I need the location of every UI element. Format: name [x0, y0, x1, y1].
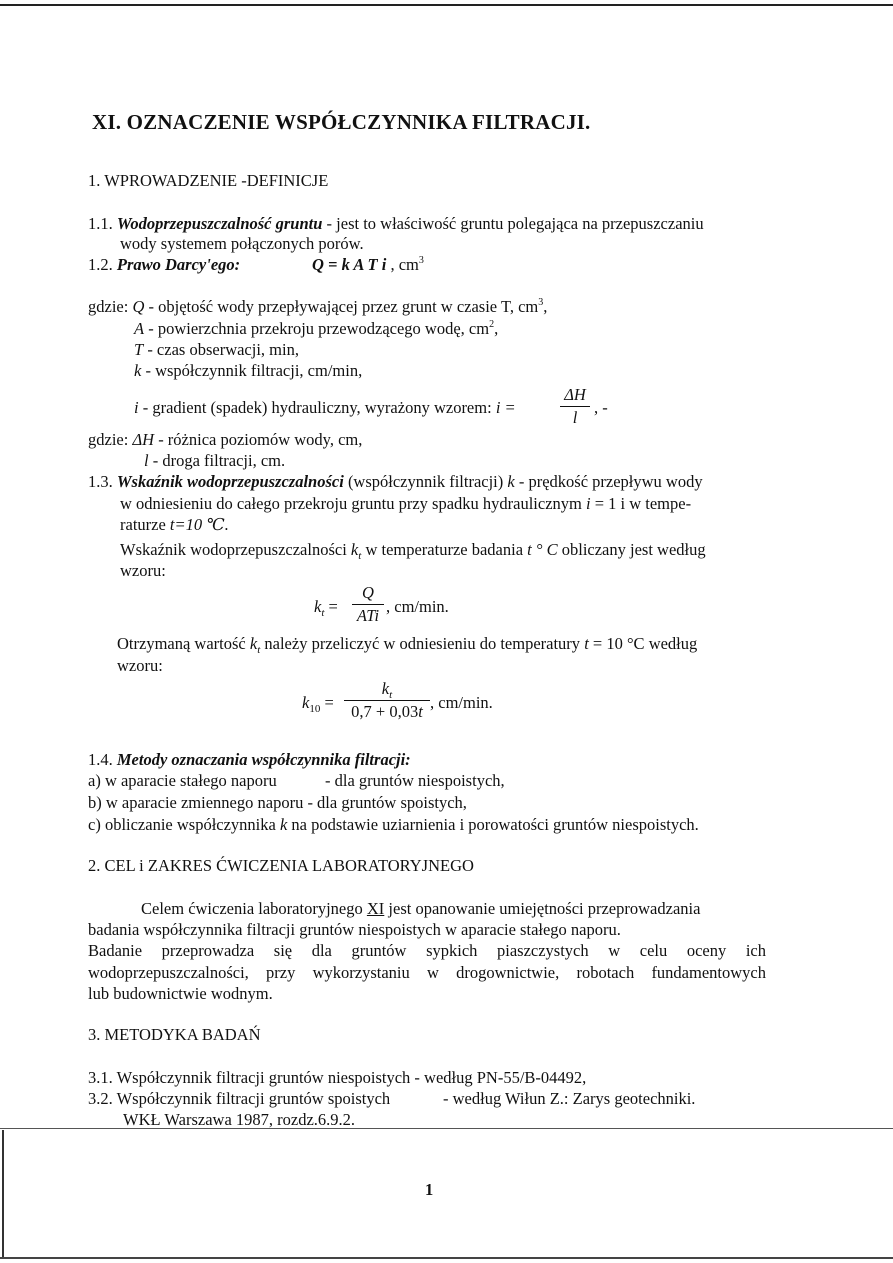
symbol-t: t — [584, 634, 589, 653]
legend-lead: gdzie: — [88, 430, 133, 449]
symbol-k-sub: t — [257, 644, 261, 656]
fraction-numerator — [344, 679, 430, 699]
text-span: a) w aparacie stałego naporu — [88, 771, 277, 790]
method-3-2: 3.2. Współczynnik filtracji gruntów spoistych — [88, 1089, 391, 1108]
darcy-formula — [312, 255, 424, 275]
method-3-2-publisher: WKŁ Warszawa 1987, rozdz.6.9.2. — [123, 1110, 356, 1129]
def-text: - prędkość przepływu wody — [514, 472, 703, 491]
gradient-lhs: i = — [495, 398, 516, 417]
method-b: b) w aparacie zmiennego naporu - dla gruntów spoistych, — [88, 793, 467, 812]
legend-t — [134, 340, 299, 360]
legend-exp: 3 — [538, 297, 544, 308]
page-number: 1 — [425, 1180, 434, 1199]
def-term: Wskaźnik wodoprzepuszczalności — [116, 472, 344, 491]
fraction-bar — [344, 700, 430, 701]
method-3-1: 3.1. Współczynnik filtracji gruntów niespoistych - według PN-55/B-04492, — [88, 1068, 587, 1087]
section-2-para-line2: badania współczynnika filtracji gruntów niespoistych w aparacie stałego naporu. — [88, 920, 621, 939]
def-symbol: k — [507, 472, 515, 491]
legend-symbol: T — [134, 340, 144, 359]
formula-sub: t — [321, 607, 325, 619]
page-title: XI. OZNACZENIE WSPÓŁCZYNNIKA FILTRACJI. — [92, 110, 591, 134]
legend-symbol: A — [134, 319, 145, 338]
section-1-heading: 1. WPROWADZENIE -DEFINICJE — [88, 171, 329, 190]
def-term: Prawo Darcy'ego: — [116, 255, 241, 274]
scan-border-bottom — [0, 1257, 893, 1259]
method-a-tail: - dla gruntów niespoistych, — [325, 771, 505, 790]
def-number: 1.4. — [88, 750, 113, 769]
symbol-k: k — [249, 634, 258, 653]
definition-1-3-line4 — [120, 540, 706, 560]
numerator-sub: t — [389, 689, 393, 701]
gradient-unit: , - — [594, 398, 608, 417]
formula-expression: Q = k A T i — [312, 255, 387, 274]
definition-1-3-line6 — [117, 634, 697, 654]
legend-text: - droga filtracji, cm. — [148, 451, 286, 470]
text-span: = 10 °C według — [588, 634, 698, 653]
definition-1-3-line3 — [120, 515, 229, 535]
formula-unit: , cm — [386, 255, 419, 274]
legend-symbol: k — [134, 361, 142, 380]
legend-end: , — [543, 297, 548, 316]
legend-symbol: i — [134, 398, 139, 417]
fraction-bar — [352, 604, 384, 605]
text-span: Otrzymaną wartość — [117, 634, 250, 653]
fraction-denominator — [344, 702, 430, 722]
definition-1-3-line2 — [120, 494, 691, 514]
formula-symbol: k — [302, 693, 310, 712]
legend-delta-h — [88, 430, 362, 450]
legend-i — [134, 398, 516, 418]
def-number: 1.1. — [88, 214, 113, 233]
fraction-bar — [560, 406, 590, 407]
symbol-k: k — [350, 540, 359, 559]
gradient-fraction — [560, 385, 590, 428]
scan-border-top — [0, 4, 893, 6]
fraction-numerator: ΔH — [564, 385, 586, 404]
section-2-para-line1 — [141, 899, 700, 919]
legend-symbol: l — [144, 451, 149, 470]
section-2-para-line3: Badanie przeprowadza się dla gruntów sypkich piaszczystych w celu oceny ich — [88, 941, 766, 960]
formula-2-fraction — [344, 679, 430, 722]
legend-text: - czas obserwacji, min, — [143, 340, 299, 359]
def-text: (współczynnik filtracji) — [343, 472, 508, 491]
text-span: obliczany jest według — [557, 540, 706, 559]
text-span: = 1 i w tempe- — [590, 494, 692, 513]
formula-1-lhs — [314, 597, 338, 617]
formula-unit-exp: 3 — [418, 255, 424, 266]
definition-1-1 — [88, 214, 704, 234]
numerator-symbol: k — [381, 679, 390, 698]
darcy-law-label — [88, 255, 240, 275]
definition-1-3-line7: wzoru: — [117, 656, 163, 675]
legend-k — [134, 361, 362, 381]
symbol-t: t ° C — [527, 540, 558, 559]
fraction-denominator: ATi — [356, 606, 380, 625]
text-span: w temperaturze badania — [361, 540, 528, 559]
section-2-heading: 2. CEL i ZAKRES ĆWICZENIA LABORATORYJNEGO — [88, 856, 474, 875]
legend-a — [134, 319, 498, 339]
formula-eq: = — [320, 693, 334, 712]
fraction-denominator: l — [572, 408, 578, 427]
definition-1-3-line5: wzoru: — [120, 561, 166, 580]
formula-eq: = — [324, 597, 338, 616]
legend-text: - powierzchnia przekroju przewodzącego wodę, cm — [144, 319, 490, 338]
def-number: 1.3. — [88, 472, 113, 491]
text-span: c) obliczanie współczynnika — [88, 815, 280, 834]
section-2-para-line4: wodoprzepuszczalności, przy wykorzystaniu w drogownictwie, robotach fundamentowych — [88, 963, 766, 982]
methods-heading — [88, 750, 411, 770]
formula-2-lhs — [302, 693, 334, 713]
fraction-numerator: Q — [362, 583, 374, 602]
denominator-symbol: t — [418, 702, 423, 721]
legend-lead: gdzie: — [88, 297, 133, 316]
def-text: - jest to właściwość gruntu polegająca na przepuszczaniu — [322, 214, 704, 233]
exercise-number: XI — [366, 899, 385, 918]
legend-end: , — [494, 319, 499, 338]
scan-border-left — [2, 1130, 4, 1258]
text-span: Wskaźnik wodoprzepuszczalności — [120, 540, 351, 559]
def-term: Metody oznaczania współczynnika filtracji: — [116, 750, 411, 769]
legend-text: - współczynnik filtracji, cm/min, — [141, 361, 363, 380]
legend-exp: 2 — [489, 319, 495, 330]
method-a — [88, 771, 277, 791]
def-term: Wodoprzepuszczalność gruntu — [116, 214, 323, 233]
symbol-k: k — [279, 815, 288, 834]
legend-text: - różnica poziomów wody, cm, — [154, 430, 363, 449]
section-2-para-line5: lub budownictwie wodnym. — [88, 984, 273, 1003]
definition-1-3 — [88, 472, 703, 492]
legend-symbol: Q — [132, 297, 145, 316]
formula-1-unit: , cm/min. — [386, 597, 449, 616]
symbol-i: i — [586, 494, 591, 513]
def-number: 1.2. — [88, 255, 113, 274]
text-span: w odniesieniu do całego przekroju gruntu przy spadku hydraulicznym — [120, 494, 586, 513]
text-span: na podstawie uziarnienia i porowatości gruntów niespoistych. — [287, 815, 699, 834]
text-span: Celem ćwiczenia laboratoryjnego — [141, 899, 367, 918]
text-span: raturze — [120, 515, 170, 534]
formula-2-unit: , cm/min. — [430, 693, 493, 712]
method-3-2-reference: - według Wiłun Z.: Zarys geotechniki. — [443, 1089, 696, 1108]
formula-1-fraction — [352, 583, 384, 626]
temperature-value: t=10 ℃. — [169, 515, 229, 534]
denominator-text: 0,7 + 0,03 — [351, 702, 419, 721]
text-span: należy przeliczyć w odniesieniu do temperatury — [260, 634, 585, 653]
legend-symbol: ΔH — [132, 430, 155, 449]
legend-text: - objętość wody przepływającej przez grunt w czasie T, cm — [144, 297, 539, 316]
legend-q — [88, 297, 547, 317]
formula-sub: 10 — [309, 703, 321, 715]
symbol-k-sub: t — [358, 550, 362, 562]
section-3-heading: 3. METODYKA BADAŃ — [88, 1025, 261, 1044]
formula-symbol: k — [314, 597, 322, 616]
definition-1-1-continuation: wody systemem połączonych porów. — [120, 234, 364, 253]
method-c — [88, 815, 699, 835]
legend-text: - gradient (spadek) hydrauliczny, wyrażony wzorem: — [138, 398, 496, 417]
text-span: jest opanowanie umiejętności przeprowadzania — [384, 899, 701, 918]
legend-l — [144, 451, 285, 471]
